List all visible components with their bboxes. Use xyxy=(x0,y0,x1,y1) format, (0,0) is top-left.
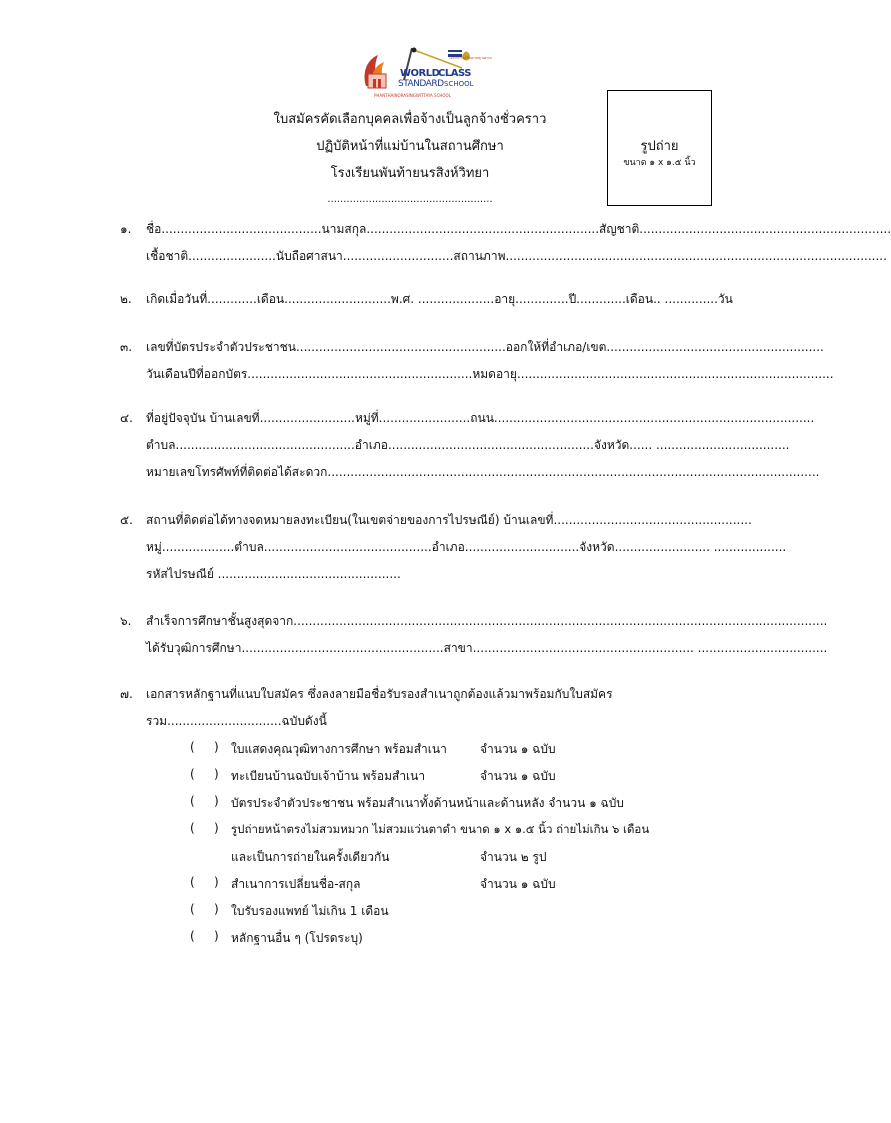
logo-top-text: โครงการโรงเรียนมาตรฐานสากล xyxy=(449,56,492,60)
section-7-documents-heading: เอกสารหลักฐานที่แนบใบสมัคร ซึ่งลงลายมือชื่อรับรองสำเนาถูกต้องแล้วมาพร้อมกับใบสมัคร xyxy=(146,687,613,701)
form-title: ใบสมัครคัดเลือกบุคคลเพื่อจ้างเป็นลูกจ้างชั่วคราว xyxy=(273,112,547,127)
section-5-postcode-line[interactable]: รหัสไปรษณีย์ ................................................ xyxy=(146,567,401,581)
checkbox-open-paren: ( xyxy=(190,902,195,916)
checklist-continuation-label: และเป็นการถ่ายในครั้งเดียวกัน xyxy=(231,850,390,864)
section-4-district-line[interactable]: ตำบล...............................................อำเภอ......................................................จังหวัด...... ................................... xyxy=(146,438,790,452)
section-5-number: ๕. xyxy=(120,513,133,527)
photo-label: รูปถ่าย xyxy=(640,139,679,154)
checkbox-open-paren: ( xyxy=(190,821,195,835)
checklist-item-label: บัตรประจำตัวประชาชน พร้อมสำเนาทั้งด้านหน้าและด้านหลัง จำนวน ๑ ฉบับ xyxy=(231,796,624,810)
section-6-degree-line[interactable]: ได้รับวุฒิการศึกษา.....................................................สาขา.......................................................... .................................. xyxy=(146,641,828,655)
section-4-number: ๔. xyxy=(120,411,133,425)
section-4-phone-line[interactable]: หมายเลขโทรศัพท์ที่ติดต่อได้สะดวก................................................................................................................................. xyxy=(146,465,820,479)
checklist-item-quantity: จำนวน ๑ ฉบับ xyxy=(480,877,556,891)
section-1-ethnicity-line[interactable]: เชื้อชาติ.......................นับถือศาสนา.............................สถานภาพ.................................................................................................... xyxy=(146,249,887,263)
checkbox-close-paren: ) xyxy=(214,794,219,808)
checkbox-open-paren: ( xyxy=(190,740,195,754)
section-3-issue-date-line[interactable]: วันเดือนปีที่ออกบัตร...........................................................หมดอายุ................................................................................... xyxy=(146,367,834,381)
checkbox-close-paren: ) xyxy=(214,740,219,754)
school-logo xyxy=(352,46,492,102)
section-6-number: ๖. xyxy=(120,614,132,628)
photo-box[interactable] xyxy=(607,90,712,206)
logo-standard-text: STANDARD xyxy=(398,79,444,89)
section-3-number: ๓. xyxy=(120,340,133,354)
checklist-item-label: ใบแสดงคุณวุฒิทางการศึกษา พร้อมสำเนา xyxy=(231,742,447,756)
section-2-number: ๒. xyxy=(120,292,132,306)
section-5-district-line[interactable]: หมู่...................ตำบล............................................อำเภอ..............................จังหวัด......................... ................... xyxy=(146,540,787,554)
checklist-item-quantity: จำนวน ๑ ฉบับ xyxy=(480,769,556,783)
section-6-education-line[interactable]: สำเร็จการศึกษาชั้นสูงสุดจาก............................................................................................................................................ xyxy=(146,614,828,628)
checklist-item-quantity: จำนวน ๑ ฉบับ xyxy=(480,742,556,756)
photo-size-label: ขนาด ๑ x ๑.๕ นิ้ว xyxy=(623,158,696,168)
checklist-item-label: สำเนาการเปลี่ยนชื่อ-สกุล xyxy=(231,877,361,891)
title-dotted-line: .................................................... xyxy=(327,194,493,205)
checkbox-open-paren: ( xyxy=(190,794,195,808)
section-7-total-line[interactable]: รวม..............................ฉบับดังนี้ xyxy=(146,714,327,728)
checklist-item-label: หลักฐานอื่น ๆ (โปรดระบุ) xyxy=(231,931,363,945)
checkbox-open-paren: ( xyxy=(190,875,195,889)
section-4-address-line[interactable]: ที่อยู่ปัจจุบัน บ้านเลขที่.........................หมู่ที่........................ถนน.................................................................................... xyxy=(146,411,815,425)
checkbox-close-paren: ) xyxy=(214,875,219,889)
checklist-item-label: ทะเบียนบ้านฉบับเจ้าบ้าน พร้อมสำเนา xyxy=(231,769,426,783)
form-subtitle: ปฏิบัติหน้าที่แม่บ้านในสถานศึกษา xyxy=(316,139,504,154)
checkbox-close-paren: ) xyxy=(214,929,219,943)
logo-school-text: SCHOOL xyxy=(444,80,474,88)
section-1-number: ๑. xyxy=(120,222,132,236)
section-5-mail-address-line[interactable]: สถานที่ติดต่อได้ทางจดหมายลงทะเบียน(ในเขตจ่ายของการไปรษณีย์) บ้านเลขที่.................................................... xyxy=(146,513,752,527)
section-7-number: ๗. xyxy=(120,687,133,701)
logo-world-text: WORLD xyxy=(400,68,440,79)
logo-bottom-text: PHANTHAINORASINGWITTAYA SCHOOL xyxy=(374,93,451,98)
school-name: โรงเรียนพันท้ายนรสิงห์วิทยา xyxy=(330,166,490,181)
section-3-id-line[interactable]: เลขที่บัตรประจำตัวประชาชน.......................................................ออกให้ที่อำเภอ/เขต......................................................... xyxy=(146,340,824,354)
checklist-item-label: รูปถ่ายหน้าตรงไม่สวมหมวก ไม่สวมแว่นตาดำ ขนาด ๑ x ๑.๕ นิ้ว ถ่ายไม่เกิน ๖ เดือน xyxy=(231,822,650,836)
section-1-name-line[interactable]: ชื่อ..........................................นามสกุล.............................................................สัญชาติ.................................................................. xyxy=(146,222,891,236)
checklist-item-label: ใบรับรองแพทย์ ไม่เกิน 1 เดือน xyxy=(231,904,389,918)
checkbox-open-paren: ( xyxy=(190,929,195,943)
logo-class-text: CLASS xyxy=(438,68,471,79)
checkbox-open-paren: ( xyxy=(190,767,195,781)
checkbox-close-paren: ) xyxy=(214,902,219,916)
section-2-birth-line[interactable]: เกิดเมื่อวันที่.............เดือน............................พ.ศ. ....................อายุ..............ปี.............เดือน.. ..............วัน xyxy=(146,292,733,306)
checklist-continuation-quantity: จำนวน ๒ รูป xyxy=(480,850,547,864)
checkbox-close-paren: ) xyxy=(214,821,219,835)
checkbox-close-paren: ) xyxy=(214,767,219,781)
